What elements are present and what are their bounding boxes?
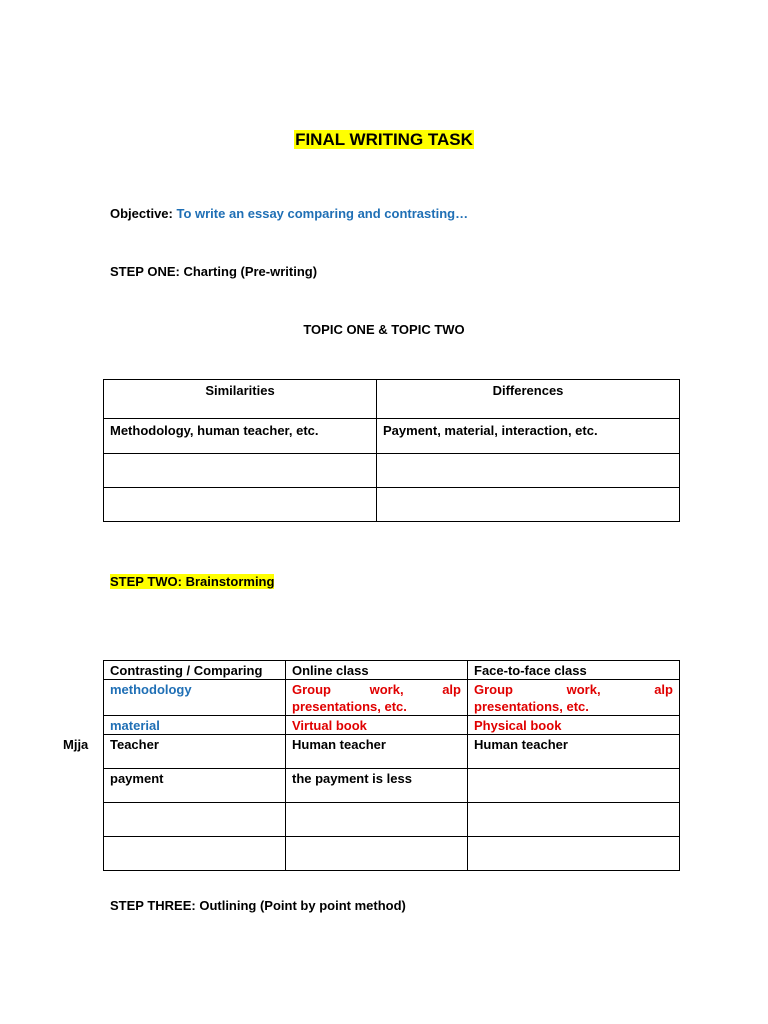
table-row: [104, 769, 680, 803]
table-cell: [104, 454, 377, 488]
table-row: [104, 419, 680, 454]
brainstorming-table: [103, 660, 680, 871]
face-to-face-cell: Human teacher: [468, 735, 680, 769]
step-one-heading: STEP ONE: Charting (Pre-writing): [110, 264, 318, 279]
objective-line: [110, 205, 468, 223]
step-three-heading: STEP THREE: Outlining (Point by point method): [110, 898, 406, 913]
table-cell: Payment, material, interaction, etc.: [377, 419, 680, 454]
face-to-face-cell: [468, 803, 680, 837]
table-cell: [104, 488, 377, 522]
table-cell: [377, 454, 680, 488]
online-cell: Human teacher: [286, 735, 468, 769]
table-header-row: [104, 380, 680, 419]
aspect-cell: Teacher: [104, 735, 286, 769]
page-title: FINAL WRITING TASK: [295, 130, 473, 149]
online-cell: the payment is less: [286, 769, 468, 803]
header-online-class: Online class: [286, 661, 468, 680]
table-row: [104, 454, 680, 488]
face-to-face-cell: [468, 769, 680, 803]
header-face-to-face-class: Face-to-face class: [468, 661, 680, 680]
table-row: [104, 837, 680, 871]
table-row: [104, 488, 680, 522]
aspect-cell: material: [104, 716, 286, 735]
face-to-face-cell: Physical book: [468, 716, 680, 735]
aspect-cell: [104, 803, 286, 837]
table-header-row: [104, 661, 680, 680]
table-row: [104, 716, 680, 735]
aspect-cell: [104, 837, 286, 871]
table-cell: [377, 488, 680, 522]
online-cell: [286, 803, 468, 837]
table-row: [104, 680, 680, 716]
table-row: [104, 735, 680, 769]
table-cell: Methodology, human teacher, etc.: [104, 419, 377, 454]
online-cell: Virtual book: [286, 716, 468, 735]
header-contrasting-comparing: Contrasting / Comparing: [104, 661, 286, 680]
online-cell: [286, 837, 468, 871]
aspect-cell: methodology: [104, 680, 286, 716]
charting-table: [103, 379, 680, 522]
table-row: [104, 803, 680, 837]
objective-label: Objective:: [110, 206, 173, 221]
header-differences: Differences: [377, 380, 680, 419]
aspect-cell: payment: [104, 769, 286, 803]
header-similarities: Similarities: [104, 380, 377, 419]
side-note: Mjja: [63, 737, 89, 752]
face-to-face-cell: Group work, alp presentations, etc.: [468, 680, 680, 716]
step-two-heading: STEP TWO: Brainstorming: [110, 574, 275, 589]
objective-text: To write an essay comparing and contrasting…: [176, 206, 469, 221]
online-cell: Group work, alp presentations, etc.: [286, 680, 468, 716]
face-to-face-cell: [468, 837, 680, 871]
topic-heading: TOPIC ONE & TOPIC TWO: [303, 322, 465, 337]
